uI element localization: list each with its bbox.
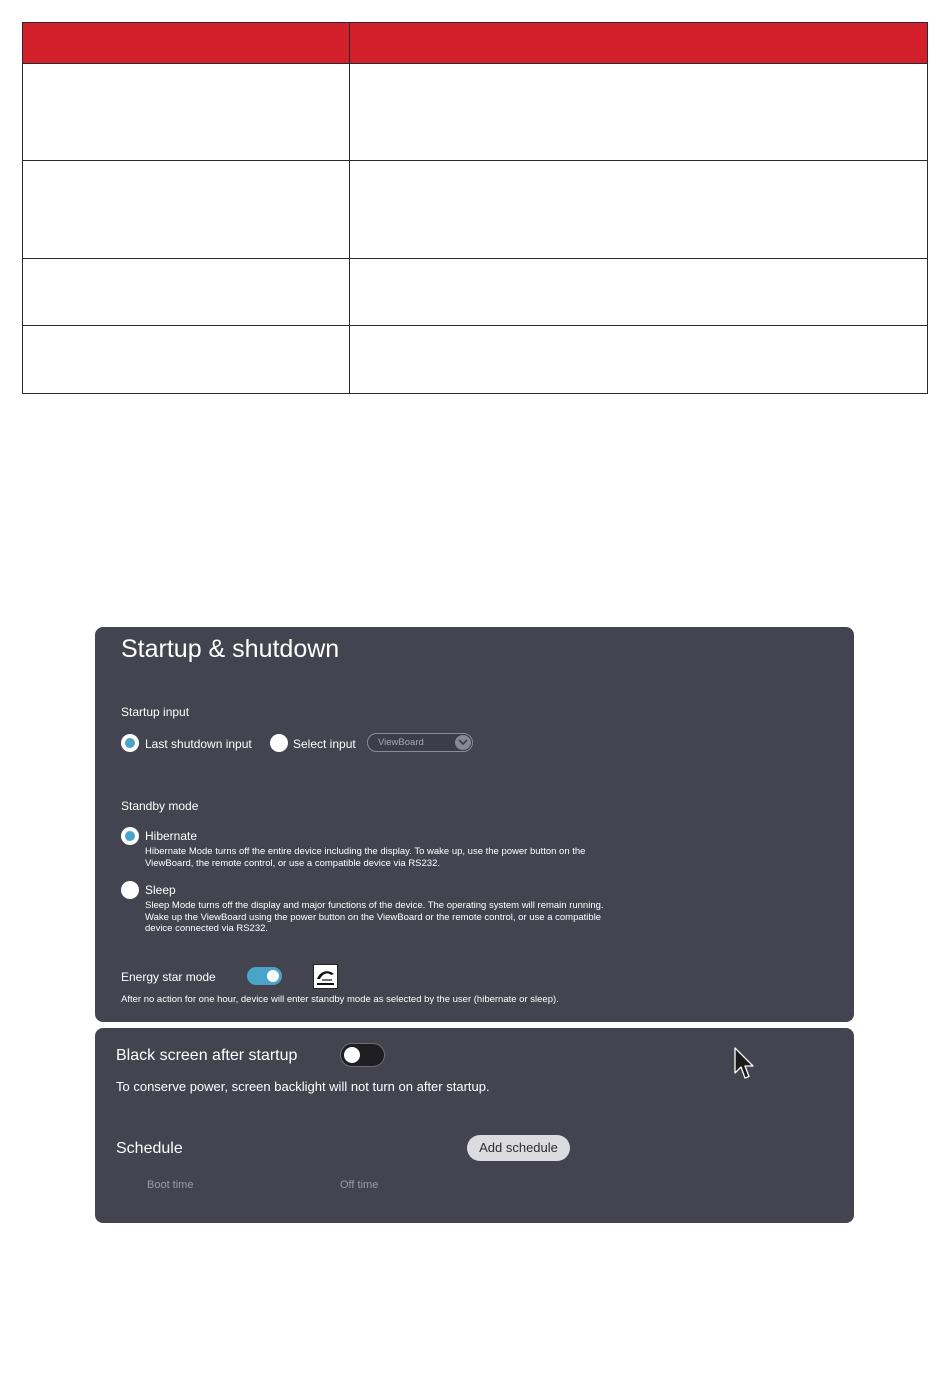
last-shutdown-input-radio[interactable]: [121, 734, 139, 752]
startup-input-label: Startup input: [121, 705, 190, 719]
table-cell: [350, 64, 928, 161]
schedule-label: Schedule: [116, 1140, 183, 1157]
energy-star-note: After no action for one hour, device will enter standby mode as selected by the user (hibernate or sleep).: [121, 994, 559, 1005]
black-screen-label: Black screen after startup: [116, 1047, 298, 1064]
add-schedule-button[interactable]: Add schedule: [467, 1135, 570, 1161]
table-row: [23, 161, 928, 259]
table-cell: [350, 259, 928, 326]
table-cell: [23, 64, 350, 161]
mouse-cursor-icon: [734, 1047, 756, 1086]
hibernate-label[interactable]: Hibernate: [145, 829, 198, 843]
table-cell: [23, 161, 350, 259]
select-input-radio[interactable]: [270, 734, 288, 752]
hibernate-radio[interactable]: [121, 827, 139, 845]
sleep-label[interactable]: Sleep: [145, 883, 176, 897]
energy-star-toggle[interactable]: [247, 967, 282, 985]
black-screen-note: To conserve power, screen backlight will not turn on after startup.: [116, 1079, 490, 1094]
chevron-down-icon[interactable]: [455, 735, 471, 750]
table-cell: [23, 259, 350, 326]
startup-shutdown-panel: [95, 627, 854, 1022]
page-title: Startup & shutdown: [121, 635, 340, 663]
table-header-row: [23, 23, 928, 64]
last-shutdown-input-label[interactable]: Last shutdown input: [145, 737, 252, 751]
select-input-label[interactable]: Select input: [293, 737, 356, 751]
input-source-dropdown[interactable]: [367, 733, 473, 752]
dropdown-value: ViewBoard: [378, 737, 424, 748]
off-time-column-header: Off time: [340, 1179, 379, 1191]
sleep-description: Sleep Mode turns off the display and major functions of the device. The operating system will remain running. Wake up the ViewBoard using the power button on the ViewBoard or the remote control, or use a compatible device connected via RS232.: [145, 900, 604, 934]
table-header-cell: [350, 23, 928, 64]
table-row: [23, 259, 928, 326]
table-row: [23, 326, 928, 394]
spec-table: [22, 22, 928, 394]
table-cell: [350, 161, 928, 259]
sleep-radio[interactable]: [121, 881, 139, 899]
hibernate-description: Hibernate Mode turns off the entire device including the display. To wake up, use the power button on the ViewBoard, the remote control, or use a compatible device via RS232.: [145, 846, 586, 869]
black-screen-toggle[interactable]: [340, 1043, 385, 1067]
table-header-cell: [23, 23, 350, 64]
toggle-knob: [267, 970, 279, 982]
standby-mode-label: Standby mode: [121, 799, 199, 813]
table-cell: [23, 326, 350, 394]
toggle-knob: [344, 1047, 360, 1063]
table-row: [23, 64, 928, 161]
energy-star-label: Energy star mode: [121, 970, 216, 984]
table-cell: [350, 326, 928, 394]
boot-time-column-header: Boot time: [147, 1179, 194, 1191]
energy-star-logo-icon: [313, 964, 338, 989]
